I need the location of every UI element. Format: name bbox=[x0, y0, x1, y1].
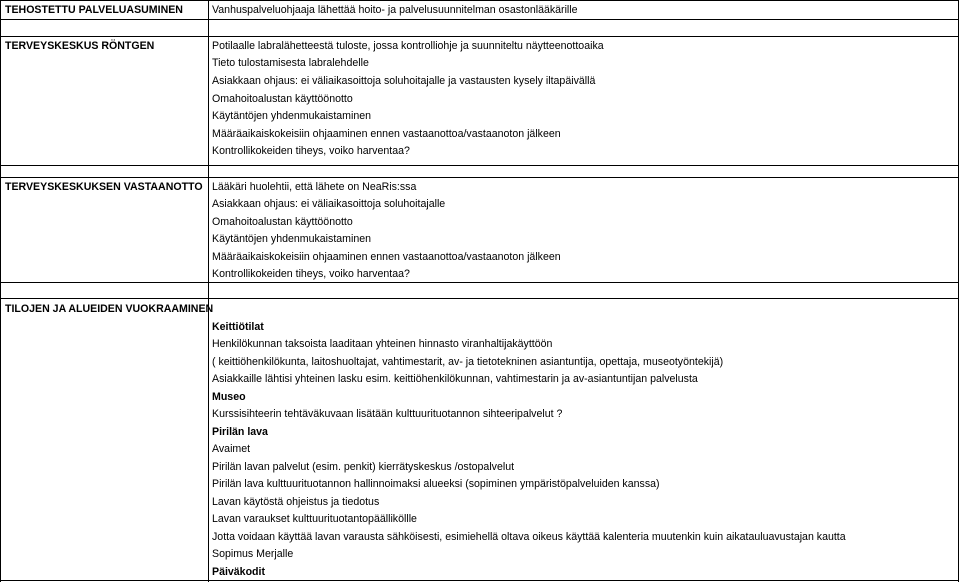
right-border bbox=[958, 0, 959, 582]
section-line: Keittiötilat bbox=[212, 321, 264, 333]
section-line: Lääkäri huolehtii, että lähete on NeaRis:ssa bbox=[212, 181, 417, 193]
section-line: Päiväkodit bbox=[212, 566, 265, 578]
section-line: Jotta voidaan käyttää lavan varausta sähköisesti, esimiehellä oltava oikeus käyttää kalenteria muutenkin kuin aikatauluavustajan kautta bbox=[212, 531, 846, 543]
section-line: Lavan käytöstä ohjeistus ja tiedotus bbox=[212, 496, 380, 508]
row-divider bbox=[0, 19, 959, 20]
row-divider bbox=[0, 36, 959, 37]
section-line: Pirilän lava kulttuurituotannon hallinnoimaksi alueeksi (sopiminen ympäristöpalveluiden kanssa) bbox=[212, 478, 660, 490]
section-line: Vanhuspalveluohjaaja lähettää hoito- ja palvelusuunnitelman osastonlääkärille bbox=[212, 4, 578, 16]
section-heading: TERVEYSKESKUKSEN VASTAANOTTO bbox=[5, 181, 203, 193]
section-line: Potilaalle labralähetteestä tuloste, jossa kontrolliohje ja suunniteltu näytteenottoaika bbox=[212, 40, 604, 52]
section-heading: TILOJEN JA ALUEIDEN VUOKRAAMINEN bbox=[5, 303, 214, 315]
section-line: Käytäntöjen yhdenmukaistaminen bbox=[212, 110, 372, 122]
section-line: Avaimet bbox=[212, 443, 251, 455]
section-line: Määräaikaiskokeisiin ohjaaminen ennen vastaanottoa/vastaanoton jälkeen bbox=[212, 251, 561, 263]
row-divider bbox=[0, 298, 959, 299]
section-line: Kontrollikokeiden tiheys, voiko harventaa? bbox=[212, 145, 410, 157]
row-divider bbox=[0, 282, 959, 283]
section-line: ( keittiöhenkilökunta, laitoshuoltajat, vahtimestarit, av- ja tietotekninen asiantuntija, opettaja, museotyöntekijä) bbox=[212, 356, 724, 368]
section-line: Museo bbox=[212, 391, 246, 403]
section-heading: TEHOSTETTU PALVELUASUMINEN bbox=[5, 4, 183, 16]
section-line: Lavan varaukset kulttuurituotantopäälliköllle bbox=[212, 513, 417, 525]
section-line: Tieto tulostamisesta labralehdelle bbox=[212, 57, 369, 69]
column-divider bbox=[208, 0, 209, 582]
section-line: Kurssisihteerin tehtäväkuvaan lisätään kulttuurituotannon sihteeripalvelut ? bbox=[212, 408, 563, 420]
section-heading: TERVEYSKESKUS RÖNTGEN bbox=[5, 40, 155, 52]
section-line: Asiakkaan ohjaus: ei väliaikasoittoja soluhoitajalle bbox=[212, 198, 446, 210]
section-line: Kontrollikokeiden tiheys, voiko harventaa? bbox=[212, 268, 410, 280]
section-line: Sopimus Merjalle bbox=[212, 548, 294, 560]
row-divider bbox=[0, 177, 959, 178]
section-line: Omahoitoalustan käyttöönotto bbox=[212, 93, 353, 105]
section-line: Pirilän lavan palvelut (esim. penkit) kierrätyskeskus /ostopalvelut bbox=[212, 461, 515, 473]
section-line: Asiakkaille lähtisi yhteinen lasku esim. keittiöhenkilökunnan, vahtimestarin ja av-asiantuntijan palvelusta bbox=[212, 373, 698, 385]
section-line: Pirilän lava bbox=[212, 426, 268, 438]
section-line: Käytäntöjen yhdenmukaistaminen bbox=[212, 233, 372, 245]
bottom-border bbox=[0, 580, 959, 581]
left-border bbox=[0, 0, 1, 582]
section-line: Määräaikaiskokeisiin ohjaaminen ennen vastaanottoa/vastaanoton jälkeen bbox=[212, 128, 561, 140]
section-line: Asiakkaan ohjaus: ei väliaikasoittoja soluhoitajalle ja vastausten kysely iltapäivällä bbox=[212, 75, 596, 87]
section-line: Omahoitoalustan käyttöönotto bbox=[212, 216, 353, 228]
section-line: Henkilökunnan taksoista laaditaan yhteinen hinnasto viranhaltijakäyttöön bbox=[212, 338, 553, 350]
row-divider bbox=[0, 165, 959, 166]
top-border bbox=[0, 0, 959, 1]
